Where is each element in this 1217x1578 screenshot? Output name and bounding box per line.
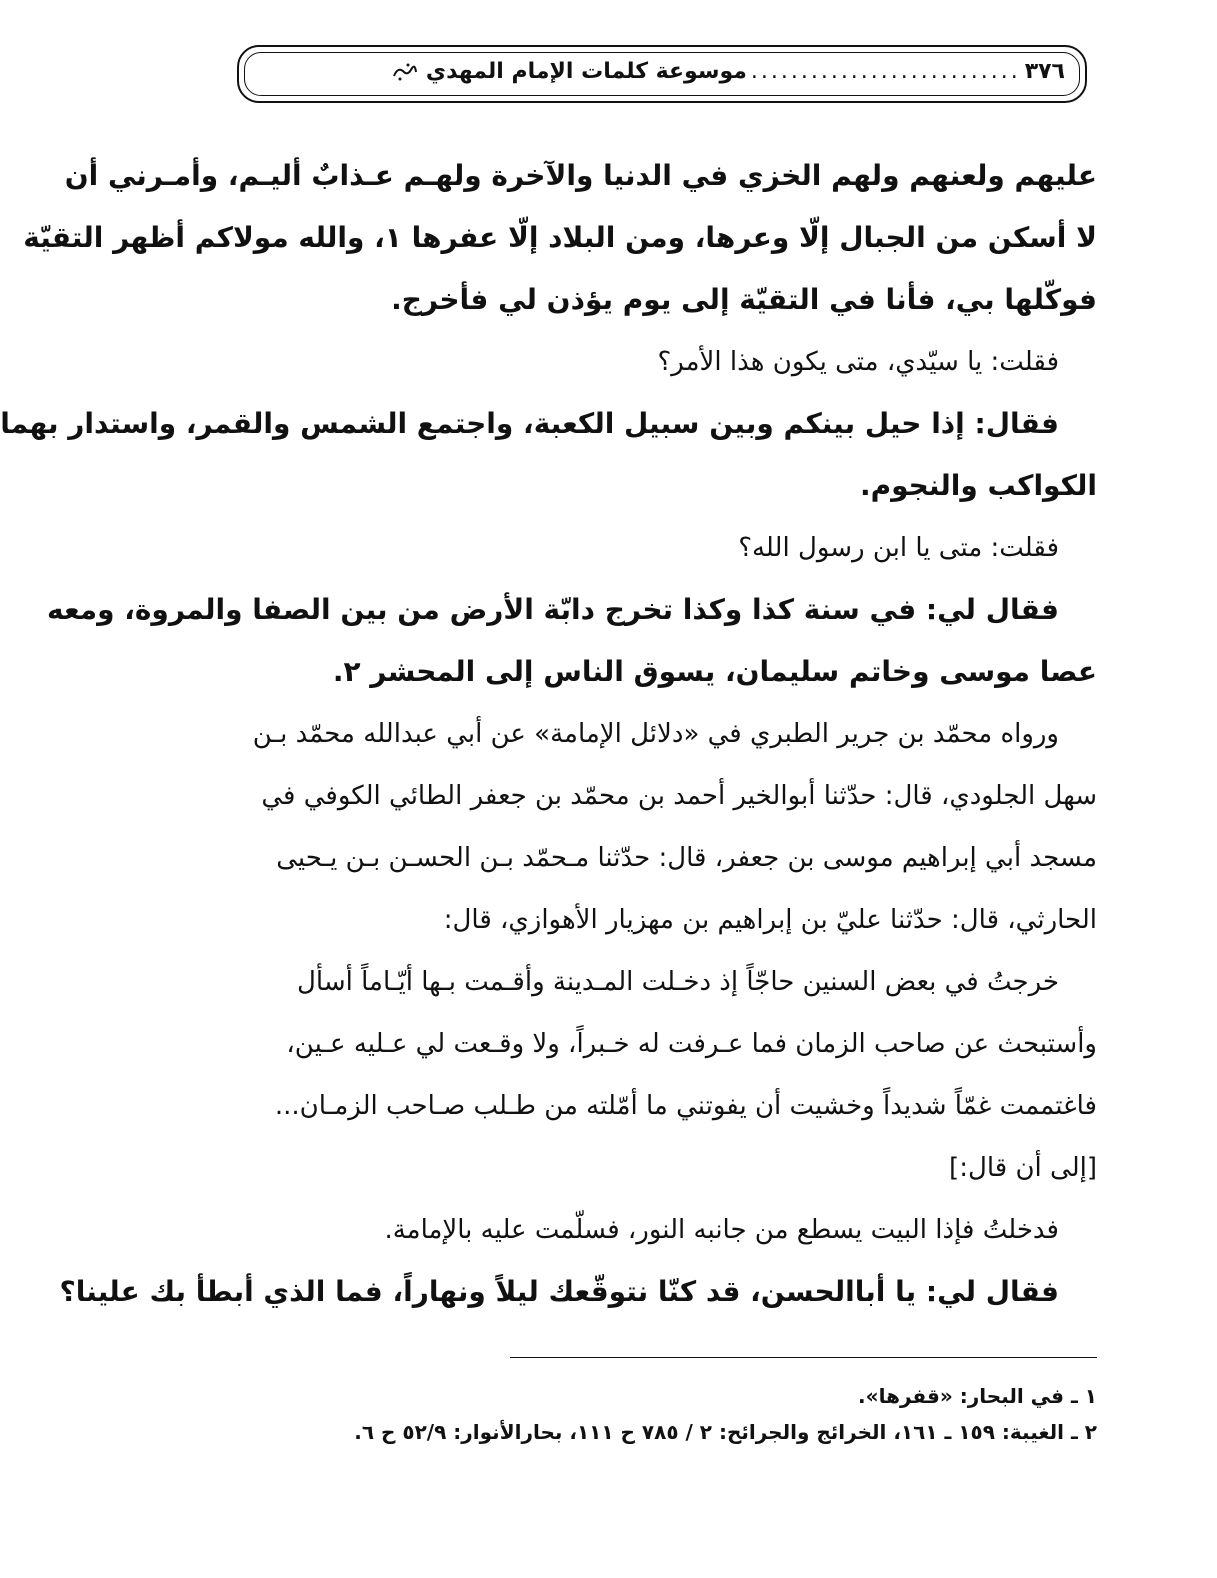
- footnote-separator: [510, 1357, 1097, 1358]
- text-line-16: فاغتممت غمّاً شديداً وخشيت أن يفوتني ما أمّلته من طـلب صـاحب الزمـان...: [274, 1091, 1097, 1121]
- running-header: [237, 45, 1087, 103]
- text-line-18: فدخلتُ فإذا البيت يسطع من جانبه النور، فسلّمت عليه بالإمامة.: [384, 1215, 1059, 1245]
- text-line-10: ورواه محمّد بن جرير الطبري في «دلائل الإمامة» عن أبي عبدالله محمّد بـن: [252, 719, 1059, 749]
- footnotes: [230, 1378, 1097, 1450]
- text-line-7: فقلت: متى يا ابن رسول الله؟: [738, 533, 1059, 563]
- honorific-ligature: [392, 62, 418, 82]
- header-text: [392, 59, 1065, 84]
- text-line-12: مسجد أبي إبراهيم موسى بن جعفر، قال: حدّثنا مـحمّد بـن الحسـن بـن يـحيى: [276, 843, 1097, 873]
- text-line-4: فقلت: يا سيّدي، متى يكون هذا الأمر؟: [657, 347, 1059, 377]
- page-number: ٣٧٦: [1024, 59, 1065, 84]
- text-line-15: وأستبحث عن صاحب الزمان فما عـرفت له خـبراً، ولا وقـعت لي عـليه عـين،: [286, 1029, 1097, 1059]
- text-line-11: سهل الجلودي، قال: حدّثنا أبوالخير أحمد بن محمّد بن جعفر الطائي الكوفي في: [261, 781, 1097, 811]
- text-line-9: عصا موسى وخاتم سليمان، يسوق الناس إلى المحشر ٢.: [332, 655, 1097, 688]
- text-line-5: فقال: إذا حيل بينكم وبين سبيل الكعبة، واجتمع الشمس والقمر، واستدار بهما: [0, 407, 1059, 440]
- main-text: [0, 145, 1097, 1323]
- footnote-2: ٢ ـ الغيبة: ١٥٩ ـ ١٦١، الخرائج والجرائح: ٢ / ٧٨٥ ح ١١١، بحارالأنوار: ٥٢/٩ ح ٦.: [354, 1420, 1097, 1444]
- leader-dots: ...........................: [750, 59, 1021, 84]
- text-line-2: لا أسكن من الجبال إلّا وعرها، ومن البلاد إلّا عفرها ١، والله مولاكم أظهر التقيّة: [23, 221, 1097, 254]
- text-line-19: فقال لي: يا أباالحسن، قد كنّا نتوقّعك ليلاً ونهاراً، فما الذي أبطأ بك علينا؟: [59, 1275, 1059, 1308]
- text-line-17: [إلى أن قال:]: [949, 1153, 1097, 1183]
- text-line-3: فوكّلها بي، فأنا في التقيّة إلى يوم يؤذن لي فأخرج.: [391, 283, 1097, 316]
- footnote-1: ١ ـ في البحار: «قفرها».: [858, 1384, 1097, 1408]
- book-title: موسوعة كلمات الإمام المهدي: [425, 59, 747, 84]
- text-line-13: الحارثي، قال: حدّثنا عليّ بن إبراهيم بن مهزيار الأهوازي، قال:: [443, 905, 1097, 935]
- text-line-6: الكواكب والنجوم.: [859, 469, 1097, 502]
- text-line-1: عليهم ولعنهم ولهم الخزي في الدنيا والآخرة ولهـم عـذابٌ أليـم، وأمـرني أن: [64, 159, 1097, 192]
- text-line-14: خرجتُ في بعض السنين حاجّاً إذ دخـلت المـدينة وأقـمت بـها أيّـاماً أسأل: [297, 967, 1059, 997]
- text-line-8: فقال لي: في سنة كذا وكذا تخرج دابّة الأرض من بين الصفا والمروة، ومعه: [46, 593, 1059, 626]
